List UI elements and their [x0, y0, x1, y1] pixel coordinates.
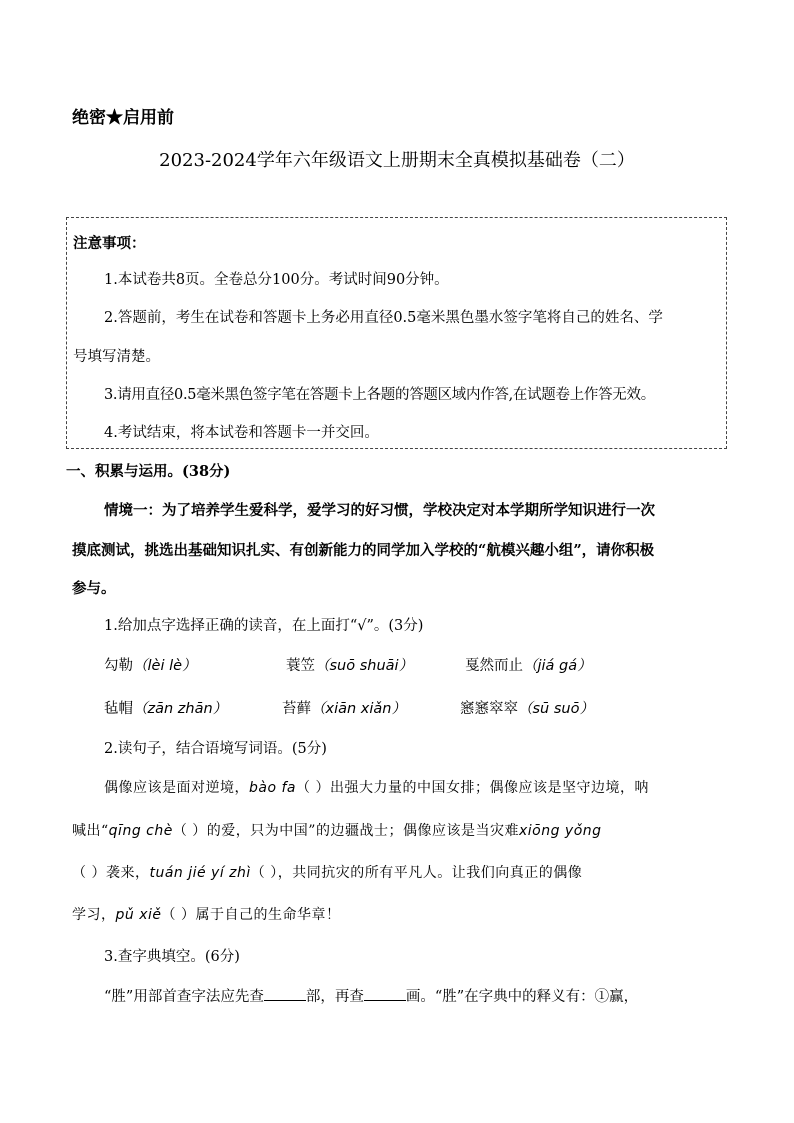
word: 勾勒: [104, 658, 133, 674]
context-line: 摸底测试，挑选出基础知识扎实、有创新能力的同学加入学校的“航模兴趣小组”，请你积极: [72, 542, 655, 559]
pinyin-options: （jiá gá）: [523, 658, 592, 674]
dictionary-line: [104, 985, 638, 1006]
pinyin-options: （suō shuāi）: [315, 658, 414, 674]
text: （ ）属于自己的生命华章！: [161, 907, 341, 923]
sentence-line: [72, 862, 582, 882]
pronunciation-item: [460, 697, 594, 718]
pinyin-prompt: xiōng yǒng: [518, 823, 602, 839]
text: 偶像应该是面对逆境，: [104, 780, 249, 796]
confidential-label: 绝密★启用前: [72, 108, 174, 128]
sentence-line: [72, 820, 602, 840]
pinyin-options: （sū suō）: [518, 701, 594, 717]
fill-blank[interactable]: [264, 986, 306, 1001]
notice-item-4: 4.考试结束，将本试卷和答题卡一并交回。: [104, 425, 379, 441]
text: （ ）袭来，: [72, 865, 150, 881]
pronunciation-item: [465, 654, 592, 675]
notice-heading: 注意事项：: [73, 235, 146, 252]
question-2-stem: 2.读句子，结合语境写词语。(5分): [104, 741, 327, 757]
text: （ ），共同抗灾的所有平凡人。让我们向真正的偶像: [250, 865, 583, 881]
pinyin-prompt: qīng chè: [108, 823, 173, 839]
notice-item-2-cont: 号填写清楚。: [73, 349, 160, 365]
pinyin-prompt: bào fa: [249, 780, 296, 796]
text: 学习，: [72, 907, 116, 923]
text: （ ）的爱，只为中国”的边疆战士；偶像应该是当灾难: [172, 823, 519, 839]
pronunciation-item: [104, 654, 197, 675]
text: “胜”用部首查字法应先查: [104, 989, 264, 1005]
notice-item-1: 1.本试卷共8页。全卷总分100分。考试时间90分钟。: [104, 272, 449, 288]
pronunciation-item: [104, 697, 227, 718]
word: 戛然而止: [465, 658, 523, 674]
sentence-line: [72, 904, 340, 924]
notice-item-3: 3.请用直径0.5毫米黑色签字笔在答题卡上各题的答题区域内作答,在试题卷上作答无效。: [104, 387, 655, 403]
word: 苔藓: [282, 701, 311, 717]
fill-blank[interactable]: [364, 986, 406, 1001]
pinyin-options: （lèi lè）: [133, 658, 197, 674]
section-heading: 一、积累与运用。(38分): [66, 463, 231, 480]
pinyin-prompt: tuán jié yí zhì: [149, 865, 251, 881]
notice-item-2: 2.答题前，考生在试卷和答题卡上务必用直径0.5毫米黑色墨水签字笔将自己的姓名、学: [104, 310, 663, 326]
text: 画。“胜”在字典中的释义有：①赢，: [405, 989, 639, 1005]
pinyin-options: （zān zhān）: [133, 701, 228, 717]
word: 窸窸窣窣: [460, 701, 518, 717]
word: 毡帽: [104, 701, 133, 717]
notice-box: [66, 217, 727, 449]
pronunciation-item: [282, 697, 406, 718]
question-1-stem: 1.给加点字选择正确的读音，在上面打“√”。(3分): [104, 618, 424, 634]
context-line: 情境一：为了培养学生爱科学，爱学习的好习惯，学校决定对本学期所学知识进行一次: [104, 502, 655, 519]
text: 部，再查: [305, 989, 364, 1005]
word: 蓑笠: [286, 658, 315, 674]
pronunciation-item: [286, 654, 413, 675]
question-3-stem: 3.查字典填空。(6分): [104, 949, 240, 965]
pinyin-options: （xiān xiǎn）: [311, 701, 406, 717]
text: 喊出“: [72, 823, 109, 839]
text: （ ）出强大力量的中国女排；偶像应该是坚守边境，呐: [296, 780, 649, 796]
pinyin-prompt: pǔ xiě: [115, 907, 162, 923]
sentence-line: [104, 777, 649, 797]
exam-title: 2023-2024学年六年级语文上册期末全真模拟基础卷（二）: [159, 150, 635, 171]
context-line: 参与。: [72, 580, 116, 597]
